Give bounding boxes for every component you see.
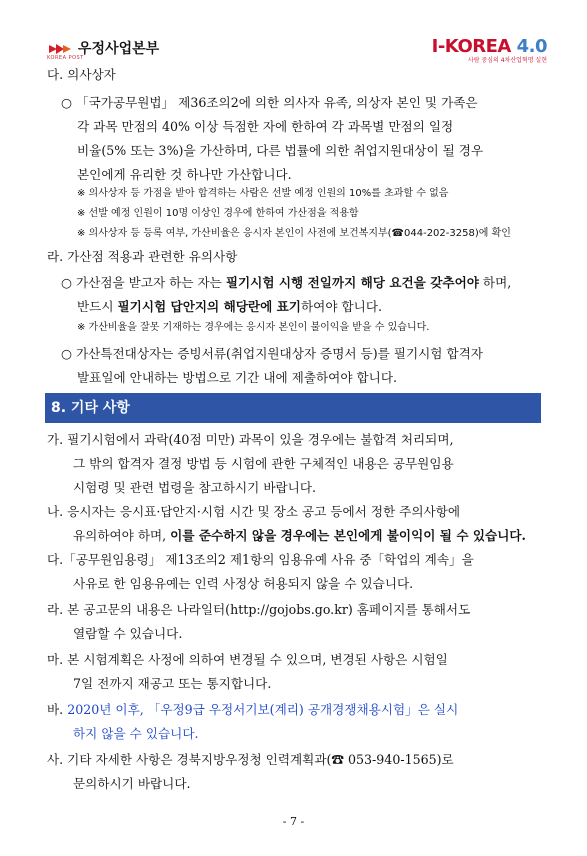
item-ba-line-1: 바. 2020년 이후, 「우정9급 우정서기보(계리) 공개경쟁채용시험」은 실시 [47,702,459,717]
brand-logo [432,36,547,64]
sec-da-note-1: ※ 의사상자 등 가점을 받아 합격하는 사람은 선발 예정 인원의 10%를 초과할 수 없음 [77,188,449,199]
sec-ra-bullet-2: ○ 가산특전대상자는 증빙서류(취업지원대상자 증명서 등)를 필기시험 합격자 [61,346,483,361]
item-sa-line-2: 문의하시기 바랍니다. [73,776,191,791]
sec-da-note-2: ※ 선발 예정 인원이 10명 이상인 경우에 한하여 가산점을 적용함 [77,208,359,219]
sec-ra-note: ※ 가산비율을 잘못 기재하는 경우에는 응시자 본인이 불이익을 받을 수 있습니다. [77,322,430,333]
item-da-line-2: 사유로 한 임용유예는 인력 사정상 허용되지 않을 수 있습니다. [73,576,414,591]
item-na-line-1: 나. 응시자는 응시표·답안지·시험 시간 및 장소 공고 등에서 정한 주의사항에 [47,504,461,519]
sec-da-note-3: ※ 의사상자 등 등록 여부, 가산비율은 응시자 본인이 사전에 보건복지부(☎044-202-3258)에 확인 [77,228,511,239]
item-ba-line-2: 하지 않을 수 있습니다. [73,726,199,741]
item-ma-line-2: 7일 전까지 재공고 또는 통지합니다. [73,676,272,691]
sec-ra-heading: 라. 가산점 적용과 관련한 유의사항 [47,249,238,264]
brand-num: 4.0 [516,36,547,57]
item-sa-line-1: 사. 기타 자세한 사항은 경북지방우정청 인력계획과(☎ 053-940-1565)로 [47,752,454,767]
sec-da-heading: 다. 의사상자 [47,67,116,82]
item-ga-line-3: 시험령 및 관련 법령을 참고하시기 바랍니다. [73,480,316,495]
item-na-line-2: 유의하여야 하며, 이를 준수하지 않을 경우에는 본인에게 불이익이 될 수 있습니다. [73,528,526,543]
org-sub: KOREA POST [47,55,84,61]
korea-post-logo-icon [47,41,73,55]
section-8-title: 8. 기타 사항 [51,400,130,416]
sec-da-line-1: ○ 「국가공무원법」 제36조의2에 의한 의사자 유족, 의상자 본인 및 가족은 [61,95,478,110]
brand-main: I-KOREA [431,36,517,57]
sec-da-line-4: 본인에게 유리한 것 하나만 가산합니다. [77,167,292,182]
org-name: 우정사업본부 [78,41,160,57]
item-da-line-1: 다.「공무원임용령」 제13조의2 제1항의 임용유예 사유 중「학업의 계속」을 [47,552,474,567]
item-ra-line-2: 열람할 수 있습니다. [73,626,183,641]
sec-ra-bullet-2-line-2: 발표일에 안내하는 방법으로 기간 내에 제출하여야 합니다. [77,370,397,385]
item-ra-line-1: 라. 본 공고문의 내용은 나라일터(http://gojobs.go.kr) 홈페이지를 통해서도 [47,602,471,617]
item-ma-line-1: 마. 본 시험계획은 사정에 의하여 변경될 수 있으며, 변경된 사항은 시험일 [47,652,448,667]
sec-da-line-2: 각 과목 만점의 40% 이상 득점한 자에 한하여 각 과목별 만점의 일정 [77,119,454,134]
item-ga-line-1: 가. 필기시험에서 과락(40점 미만) 과목이 있을 경우에는 불합격 처리되며, [47,432,454,447]
sec-ra-bullet-1-line-2: 반드시 필기시험 답안지의 해당란에 표기하여야 합니다. [77,299,382,314]
sec-da-line-3: 비율(5% 또는 3%)을 가산하며, 다른 법률에 의한 취업지원대상이 될 경우 [77,143,484,158]
page-number: - 7 - [282,815,305,828]
sec-ra-bullet-1: ○ 가산점을 받고자 하는 자는 필기시험 시행 전일까지 해당 요건을 갖추어야 하며, [61,275,512,290]
brand-sub: 사람 중심의 4차산업혁명 실현 [467,57,547,64]
item-ga-line-2: 그 밖의 합격자 결정 방법 등 시험에 관한 구체적인 내용은 공무원임용 [73,456,454,471]
